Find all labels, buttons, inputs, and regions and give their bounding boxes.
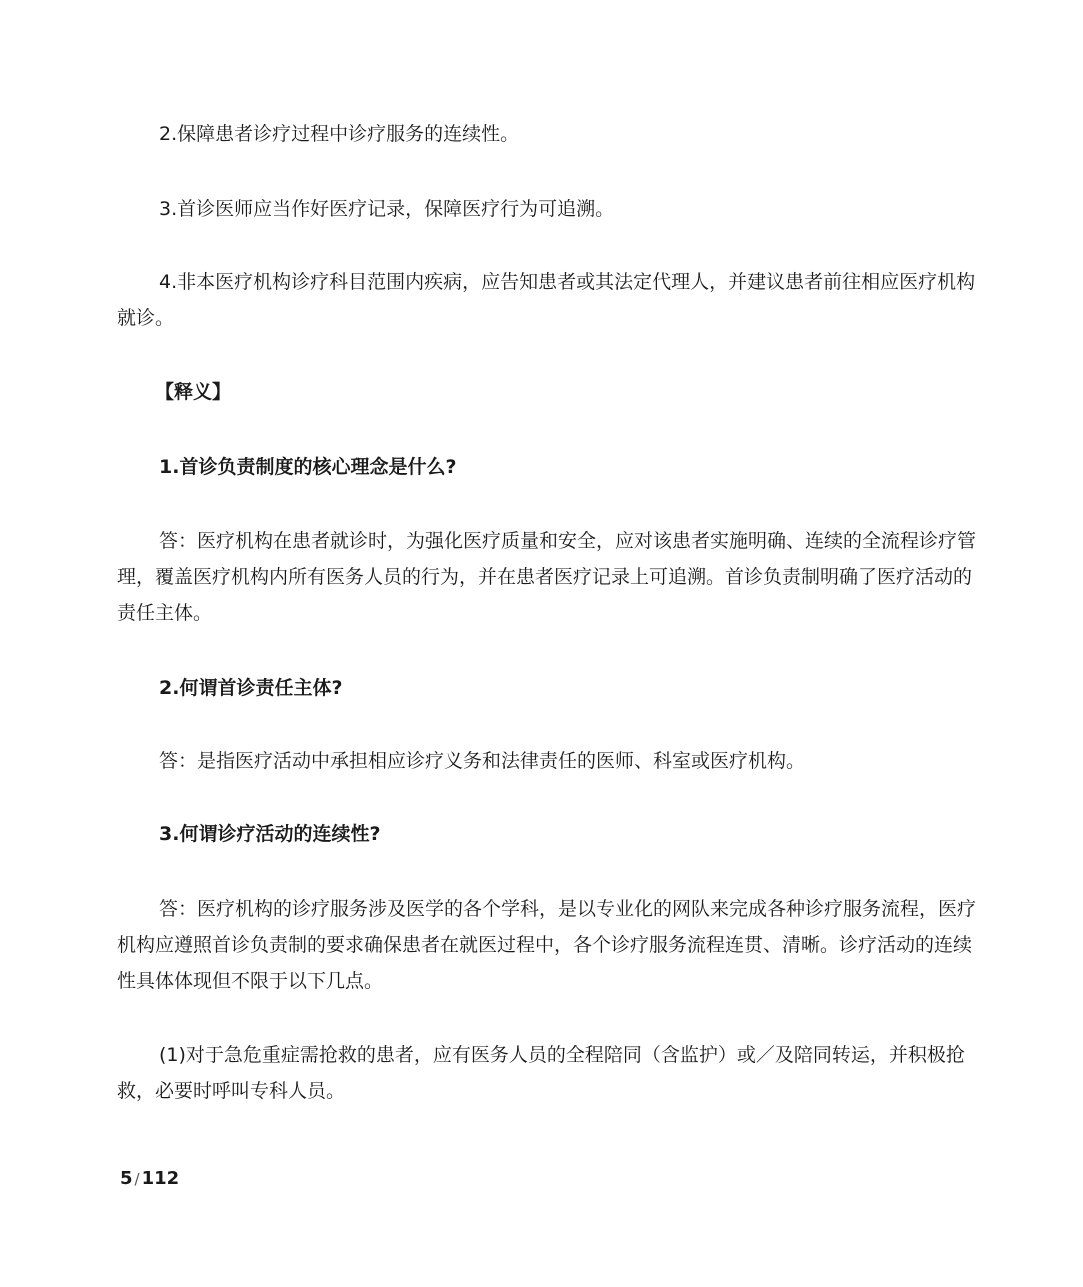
total-pages-number: 112 bbox=[141, 1168, 180, 1189]
answer-1-paragraph: 答：医疗机构在患者就诊时，为强化医疗质量和安全，应对该患者实施明确、连续的全流程诊疗管理，覆盖医疗机构内所有医务人员的行为，并在患者医疗记录上可追溯。首诊负责制明确了医疗活动的责任主体。 bbox=[117, 530, 977, 624]
answer-3-paragraph: 答：医疗机构的诊疗服务涉及医学的各个学科，是以专业化的网队来完成各种诊疗服务流程，医疗机构应遵照首诊负责制的要求确保患者在就医过程中，各个诊疗服务流程连贯、清晰。诊疗活动的连续性具体体现但不限于以下几点。 bbox=[117, 898, 977, 992]
paragraph-item-3: 3.首诊医师应当作好医疗记录，保障医疗行为可追溯。 bbox=[159, 198, 615, 220]
section-title: 【释义】 bbox=[155, 381, 232, 403]
paragraph-item-2: 2.保障患者诊疗过程中诊疗服务的连续性。 bbox=[159, 123, 520, 145]
current-page-number: 5 bbox=[120, 1168, 133, 1189]
answer-2-paragraph: 答：是指医疗活动中承担相应诊疗义务和法律责任的医师、科室或医疗机构。 bbox=[159, 750, 806, 772]
page-number bbox=[120, 1166, 179, 1192]
paragraph-item-4: 4.非本医疗机构诊疗科目范围内疾病，应告知患者或其法定代理人，并建议患者前往相应医疗机构就诊。 bbox=[117, 271, 976, 329]
page-separator: / bbox=[134, 1170, 140, 1188]
answer-3-point-1: (1)对于急危重症需抢救的患者，应有医务人员的全程陪同（含监护）或／及陪同转运，并积极抢救，必要时呼叫专科人员。 bbox=[117, 1044, 965, 1102]
question-3-heading: 3.何谓诊疗活动的连续性? bbox=[159, 823, 381, 845]
question-1-heading: 1.首诊负责制度的核心理念是什么? bbox=[159, 456, 457, 478]
question-2-heading: 2.何谓首诊责任主体? bbox=[159, 677, 343, 699]
